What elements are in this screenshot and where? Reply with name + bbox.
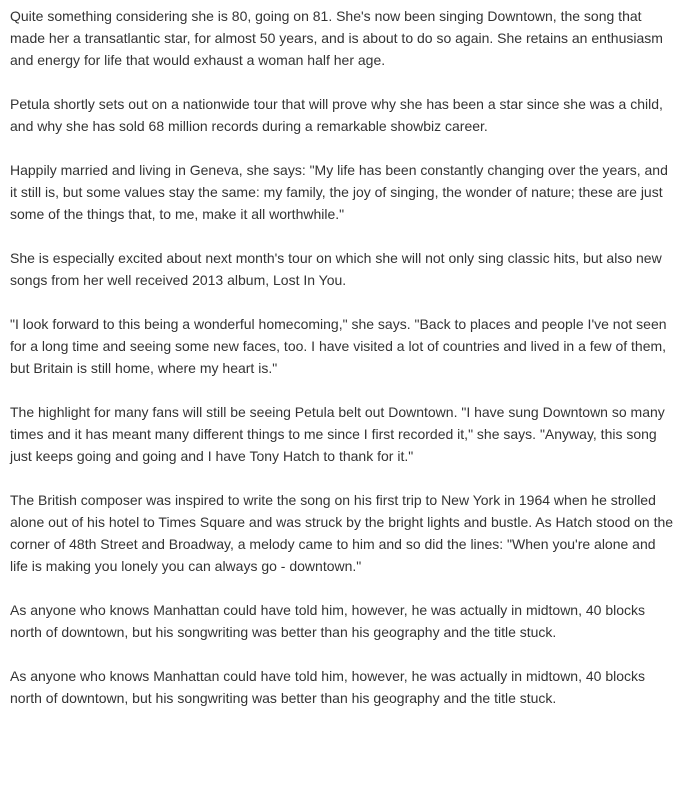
article-paragraph-1: Quite something considering she is 80, going on 81. She's now been singing Downtown, the song that made her a transatlantic star, for almost 50 years, and is about to do so again. She retains an enthusiasm and energy for life that would exhaust a woman half her age. xyxy=(10,8,663,68)
article-paragraph-4: She is especially excited about next month's tour on which she will not only sing classic hits, but also new songs from her well received 2013 album, Lost In You. xyxy=(10,250,662,288)
article-paragraph-9: As anyone who knows Manhattan could have told him, however, he was actually in midtown, 40 blocks north of downtown, but his songwriting was better than his geography and the title stuck. xyxy=(10,668,646,706)
article-paragraph-7: The British composer was inspired to write the song on his first trip to New York in 1964 when he strolled alone out of his hotel to Times Square and was struck by the bright lights and bustle. As Hatch stood on the corner of 48th Street and Broadway, a melody came to him and so did the lines: "When you're alone and life is making you lonely you can always go - downtown." xyxy=(10,492,674,574)
article-paragraph-8: As anyone who knows Manhattan could have told him, however, he was actually in midtown, 40 blocks north of downtown, but his songwriting was better than his geography and the title stuck. xyxy=(10,602,646,640)
article-paragraph-6: The highlight for many fans will still be seeing Petula belt out Downtown. "I have sung Downtown so many times and it has meant many different things to me since I first recorded it," she says. "Anyway, this song just keeps going and going and I have Tony Hatch to thank for it." xyxy=(10,404,665,464)
article-paragraph-5: "I look forward to this being a wonderful homecoming," she says. "Back to places and people I've not seen for a long time and seeing some new faces, too. I have visited a lot of countries and lived in a few of them, but Britain is still home, where my heart is." xyxy=(10,316,667,376)
article-paragraph-3: Happily married and living in Geneva, she says: "My life has been constantly changing over the years, and it still is, but some values stay the same: my family, the joy of singing, the wonder of nature; these are just some of the things that, to me, make it all worthwhile." xyxy=(10,162,668,222)
article-paragraph-2: Petula shortly sets out on a nationwide tour that will prove why she has been a star since she was a child, and why she has sold 68 million records during a remarkable showbiz career. xyxy=(10,96,663,134)
